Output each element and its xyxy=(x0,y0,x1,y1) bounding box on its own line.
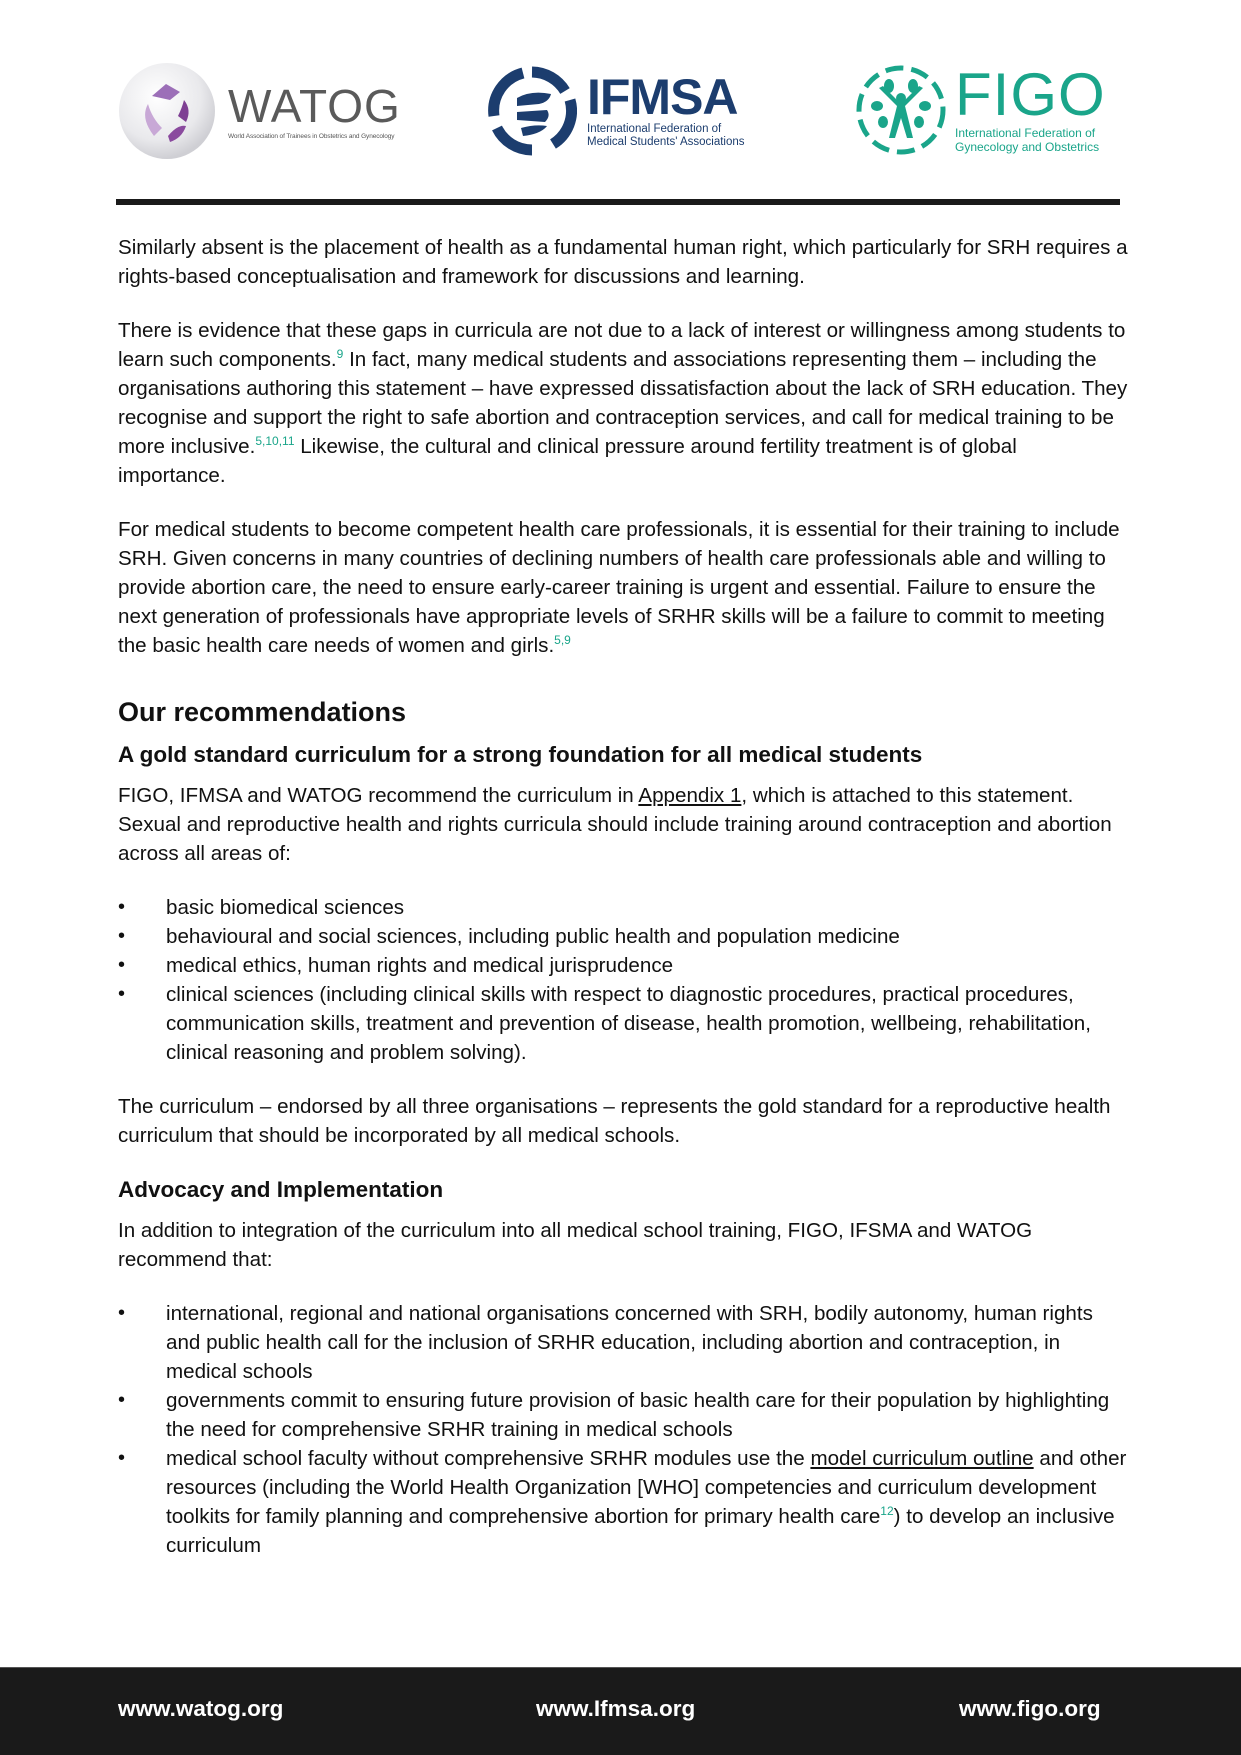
paragraph-text: In fact, many medical students and associations representing them – including the organisations authoring this statement – have expressed dissatisfaction about the lack of SRH education. They recognise and support the right to safe abortion and contraception services, and call for medical training to be more inclusive. xyxy=(118,348,1128,458)
citation-ref[interactable]: 12 xyxy=(880,1504,894,1519)
ifmsa-subtitle-line2: Medical Students' Associations xyxy=(587,136,745,148)
ifmsa-logo xyxy=(487,66,745,156)
list-item: • governments commit to ensuring future provision of basic health care for their population by highlighting the need for comprehensive SRHR training in medical schools xyxy=(118,1386,1128,1444)
paragraph-text: , which is attached to this statement. Sexual and reproductive health and rights curricula should include training around contraception and abortion across all areas of: xyxy=(118,784,1112,865)
section-title: Our recommendations xyxy=(118,697,407,727)
watog-emblem-icon xyxy=(118,62,216,160)
ifmsa-wordmark: IFMSA xyxy=(587,69,738,125)
document-header xyxy=(0,0,1241,200)
ifmsa-emblem-icon xyxy=(487,66,577,156)
paragraph-competence xyxy=(118,515,1128,660)
list-item-text: and other resources (including the World Health Organization [WHO] competencies and curriculum development toolkits for family planning and comprehensive abortion for primary health care xyxy=(166,1447,1127,1528)
list-item: • clinical sciences (including clinical skills with respect to diagnostic procedures, practical procedures, communication skills, treatment and prevention of disease, health promotion, wellbeing, rehabilitation, clinical reasoning and problem solving). xyxy=(118,980,1128,1067)
header-divider xyxy=(116,199,1120,205)
figo-wordmark: FIGO xyxy=(955,61,1106,128)
list-item-text: medical school faculty without comprehensive SRHR modules use the xyxy=(166,1447,811,1470)
document-footer xyxy=(0,1667,1241,1755)
curriculum-areas-list xyxy=(118,893,1128,1067)
footer-link-ifmsa[interactable]: www.Ifmsa.org xyxy=(536,1696,696,1721)
footer-link-watog[interactable]: www.watog.org xyxy=(118,1696,284,1721)
paragraph-rights: Similarly absent is the placement of health as a fundamental human right, which particularly for SRH requires a rights-based conceptualisation and framework for discussions and learning. xyxy=(118,236,1128,288)
subsection-title-advocacy: Advocacy and Implementation xyxy=(118,1177,444,1202)
list-item xyxy=(118,1444,1128,1560)
appendix-link[interactable]: Appendix 1 xyxy=(638,784,742,807)
paragraph-text: Likewise, the cultural and clinical pressure around fertility treatment is of global importance. xyxy=(118,435,1017,487)
list-item: • basic biomedical sciences xyxy=(118,893,1128,922)
citation-ref[interactable]: 5,9 xyxy=(554,633,571,648)
list-item-text: ) to develop an inclusive curriculum xyxy=(166,1505,1115,1557)
model-curriculum-link[interactable]: model curriculum outline xyxy=(810,1447,1034,1470)
subsection-title-curriculum: A gold standard curriculum for a strong foundation for all medical students xyxy=(118,742,923,767)
advocacy-list xyxy=(118,1299,1128,1560)
figo-subtitle-line2: Gynecology and Obstetrics xyxy=(955,140,1100,154)
citation-ref[interactable]: 9 xyxy=(336,347,344,362)
paragraph-gold-standard: The curriculum – endorsed by all three organisations – represents the gold standard for a reproductive health curriculum that should be incorporated by all medical schools. xyxy=(118,1095,1111,1147)
watog-wordmark: WATOG xyxy=(228,79,401,132)
paragraph-evidence xyxy=(118,316,1128,490)
figo-logo xyxy=(853,62,1106,158)
figo-emblem-icon xyxy=(853,62,949,158)
list-item: • international, regional and national organisations concerned with SRH, bodily autonomy, human rights and public health call for the inclusion of SRHR education, including abortion and contraception, in medical schools xyxy=(118,1299,1128,1386)
paragraph-curriculum-intro xyxy=(118,781,1128,868)
paragraph-advocacy-intro: In addition to integration of the curriculum into all medical school training, FIGO, IFSMA and WATOG recommend that: xyxy=(118,1219,1033,1271)
document-body xyxy=(118,233,1128,1585)
watog-logo xyxy=(118,62,401,160)
list-item: • behavioural and social sciences, including public health and population medicine xyxy=(118,922,1128,951)
paragraph-text: There is evidence that these gaps in curricula are not due to a lack of interest or willingness among students to learn such components. xyxy=(118,319,1126,371)
list-item: • medical ethics, human rights and medical jurisprudence xyxy=(118,951,1128,980)
paragraph-text: FIGO, IFMSA and WATOG recommend the curriculum in xyxy=(118,784,639,807)
ifmsa-subtitle-line1: International Federation of xyxy=(587,123,722,135)
citation-ref[interactable]: 5,10,11 xyxy=(255,434,295,449)
footer-link-figo[interactable]: www.figo.org xyxy=(959,1696,1101,1721)
paragraph-text: For medical students to become competent health care professionals, it is essential for their training to include SRH. Given concerns in many countries of declining numbers of health care professionals able and willing to provide abortion care, the need to ensure early-career training is urgent and essential. Failure to ensure the next generation of professionals have appropriate levels of SRHR skills will be a failure to commit to meeting the basic health care needs of women and girls. xyxy=(118,518,1120,657)
watog-subtitle: World Association of Trainees in Obstetrics and Gynecology xyxy=(228,132,395,140)
figo-subtitle-line1: International Federation of xyxy=(955,126,1096,140)
